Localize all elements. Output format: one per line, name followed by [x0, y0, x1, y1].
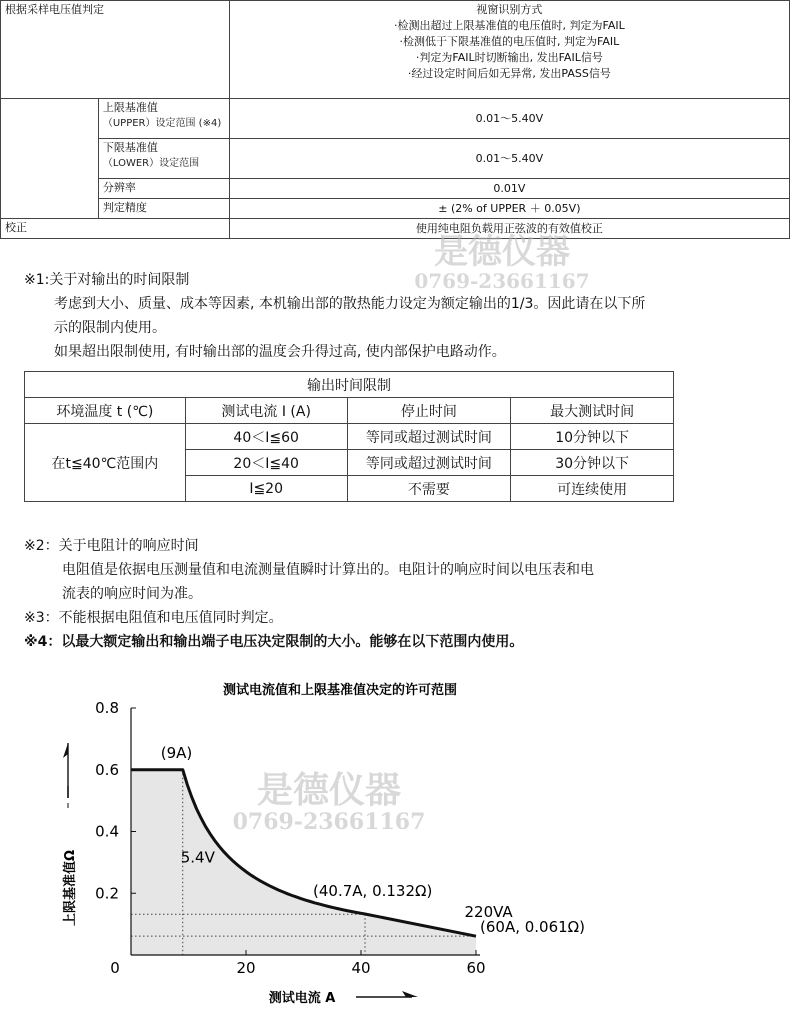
limit-header: 测试电流 I (A) — [185, 398, 347, 424]
limit-current: 40＜I≦60 — [185, 424, 347, 450]
lower-value: 0.01～5.40V — [229, 139, 789, 179]
chart-annotation: 5.4V — [180, 848, 215, 867]
note-1-text: 考虑到大小、质量、成本等因素, 本机输出部的散热能力设定为额定输出的1/3。因此请在以下所 — [54, 296, 646, 312]
accuracy-value: ± (2% of UPPER ＋ 0.05V) — [229, 199, 789, 219]
limit-max: 30分钟以下 — [511, 450, 674, 476]
limit-table-title: 输出时间限制 — [25, 372, 674, 398]
window-method-title: 视窗识别方式 — [476, 3, 543, 16]
upper-value: 0.01～5.40V — [229, 99, 789, 139]
y-axis-title: 上限基准值Ω — [63, 849, 78, 927]
accuracy-label: 判定精度 — [98, 199, 229, 219]
note-1-text: 如果超出限制使用, 有时输出部的温度会升得过高, 使内部保护电路动作。 — [54, 344, 506, 360]
note-1 — [24, 268, 645, 364]
note-2-text: 流表的响应时间为准。 — [62, 586, 202, 602]
chart-title: 测试电流值和上限基准值决定的许可范围 — [222, 683, 458, 698]
lower-label: 下限基准值 （LOWER）设定范围 — [98, 139, 229, 179]
limit-stop: 不需要 — [347, 476, 511, 502]
watermark-chart: 是德仪器 0769-23661167 — [232, 769, 426, 835]
y-axis-label — [62, 743, 78, 926]
watermark-top: 是德仪器 0769-23661167 — [414, 232, 590, 293]
upper-label: 上限基准值 （UPPER）设定范围 (※4) — [98, 99, 229, 139]
chart-annotation: 220VA — [464, 903, 513, 922]
limit-header: 停止时间 — [347, 398, 511, 424]
output-time-limit-table — [24, 371, 674, 502]
limit-current: 20＜I≦40 — [185, 450, 347, 476]
x-tick-label: 0 — [110, 959, 120, 977]
limit-stop: 等同或超过测试时间 — [347, 424, 511, 450]
x-tick-label: 60 — [466, 959, 486, 977]
limit-stop: 等同或超过测试时间 — [347, 450, 511, 476]
voltage-judge-label: 根据采样电压值判定 — [1, 1, 230, 99]
limit-current: I≦20 — [185, 476, 347, 502]
window-method-line: ·经过设定时间后如无异常, 发出PASS信号 — [407, 67, 611, 80]
note-1-text: 示的限制内使用。 — [54, 320, 166, 336]
spec-table — [0, 0, 790, 239]
resolution-value: 0.01V — [229, 179, 789, 199]
note-1-heading: ※1:关于对输出的时间限制 — [24, 272, 190, 288]
chart-annotation: (9A) — [160, 743, 193, 762]
x-axis-title: 测试电流 A — [268, 991, 336, 1006]
limit-header: 最大测试时间 — [511, 398, 674, 424]
y-tick-label: 0.4 — [95, 822, 119, 841]
x-axis-label — [269, 990, 418, 1006]
temp-condition: 在t≦40℃范围内 — [25, 424, 186, 502]
note-2-heading: ※2：关于电阻计的响应时间 — [24, 538, 199, 554]
chart-annotation: (40.7A, 0.132Ω) — [313, 882, 433, 901]
limit-max: 10分钟以下 — [511, 424, 674, 450]
y-tick-label: 0.8 — [95, 699, 119, 717]
limit-max: 可连续使用 — [511, 476, 674, 502]
permit-range-chart — [0, 658, 790, 1028]
note-3: ※3：不能根据电阻值和电压值同时判定。 — [24, 610, 283, 626]
window-method-line: ·判定为FAIL时切断输出, 发出FAIL信号 — [415, 51, 603, 64]
window-method-line: ·检测出超过上限基准值的电压值时, 判定为FAIL — [394, 19, 625, 32]
x-tick-label: 20 — [236, 959, 256, 977]
note-2-text: 电阻值是依据电压测量值和电流测量值瞬时计算出的。电阻计的响应时间以电压表和电 — [62, 562, 594, 578]
x-axis-arrow-head — [402, 991, 418, 997]
window-method-cell — [229, 1, 789, 99]
spec-blank-cell — [1, 99, 99, 219]
y-axis-arrow-head — [63, 743, 68, 758]
calibration-value: 使用纯电阻负载用正弦波的有效值校正 — [229, 219, 789, 239]
y-tick-label: 0.6 — [95, 760, 119, 779]
x-tick-label: 40 — [351, 959, 371, 977]
y-tick-label: 0.2 — [95, 884, 119, 903]
resolution-label: 分辨率 — [98, 179, 229, 199]
chart-annotation: (60A, 0.061Ω) — [480, 918, 585, 937]
calibration-label: 校正 — [1, 219, 230, 239]
note-4: ※4：以最大额定输出和输出端子电压决定限制的大小。能够在以下范围内使用。 — [24, 634, 524, 650]
note-2 — [24, 534, 594, 654]
limit-header: 环境温度 t (℃) — [25, 398, 186, 424]
window-method-line: ·检测低于下限基准值的电压值时, 判定为FAIL — [399, 35, 620, 48]
